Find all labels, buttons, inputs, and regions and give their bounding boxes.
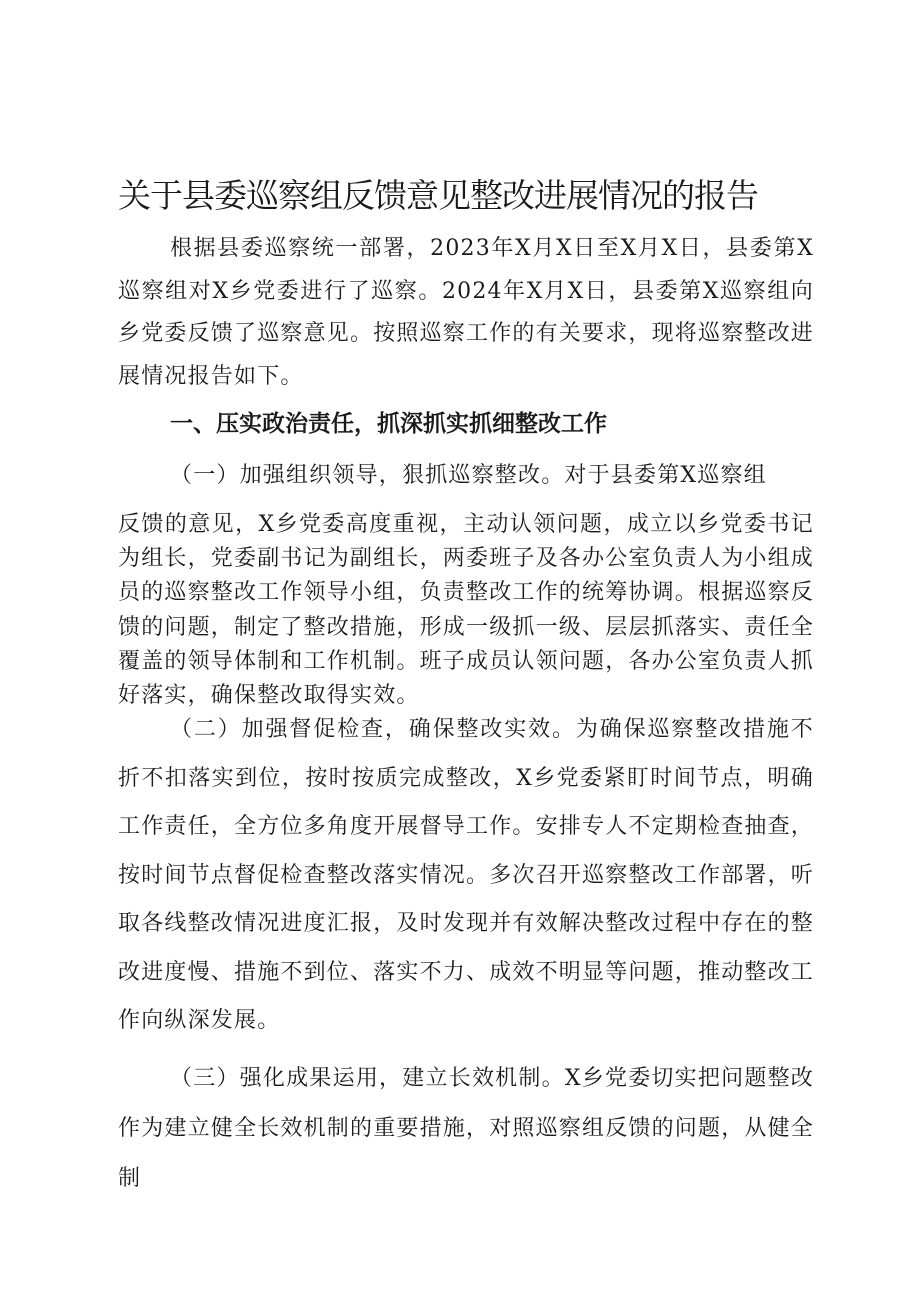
item-3-paragraph: （三）强化成果运用，建立长效机制。X乡党委切实把问题整改作为建立健全长效机制的重要措施，对照巡察组反馈的问题，从健全制 xyxy=(118,1066,815,1191)
section-heading-1: 一、压实政治责任，抓深抓实抓细整改工作 xyxy=(170,411,607,437)
document-title: 关于县委巡察组反馈意见整改进展情况的报告 xyxy=(118,176,758,215)
item-1-lead-line: （一）加强组织领导，狠抓巡察整改。对于县委第X巡察组 xyxy=(170,463,767,488)
item-2-paragraph: （二）加强督促检查，确保整改实效。为确保巡察整改措施不折不扣落实到位，按时按质完成整改，X乡党委紧盯时间节点，明确工作责任，全方位多角度开展督导工作。安排专人不定期检查抽查，按时间节点督促检查整改落实情况。多次召开巡察整改工作部署，听取各线整改情况进度汇报，及时发现并有效解决整改过程中存在的整改进度慢、措施不到位、落实不力、成效不明显等问题，推动整改工作向纵深发展。 xyxy=(118,717,815,1033)
intro-paragraph: 根据县委巡察统一部署，2023年X月X日至X月X日，县委第X巡察组对X乡党委进行了巡察。2024年X月X日，县委第X巡察组向乡党委反馈了巡察意见。按照巡察工作的有关要求，现将巡察整改进展情况报告如下。 xyxy=(118,236,815,389)
item-1-paragraph: 反馈的意见，X乡党委高度重视，主动认领问题，成立以乡党委书记为组长，党委副书记为副组长，两委班子及各办公室负责人为小组成员的巡察整改工作领导小组，负责整改工作的统筹协调。根据巡察反馈的问题，制定了整改措施，形成一级抓一级、层层抓落实、责任全覆盖的领导体制和工作机制。班子成员认领问题，各办公室负责人抓好落实，确保整改取得实效。 xyxy=(118,512,815,709)
